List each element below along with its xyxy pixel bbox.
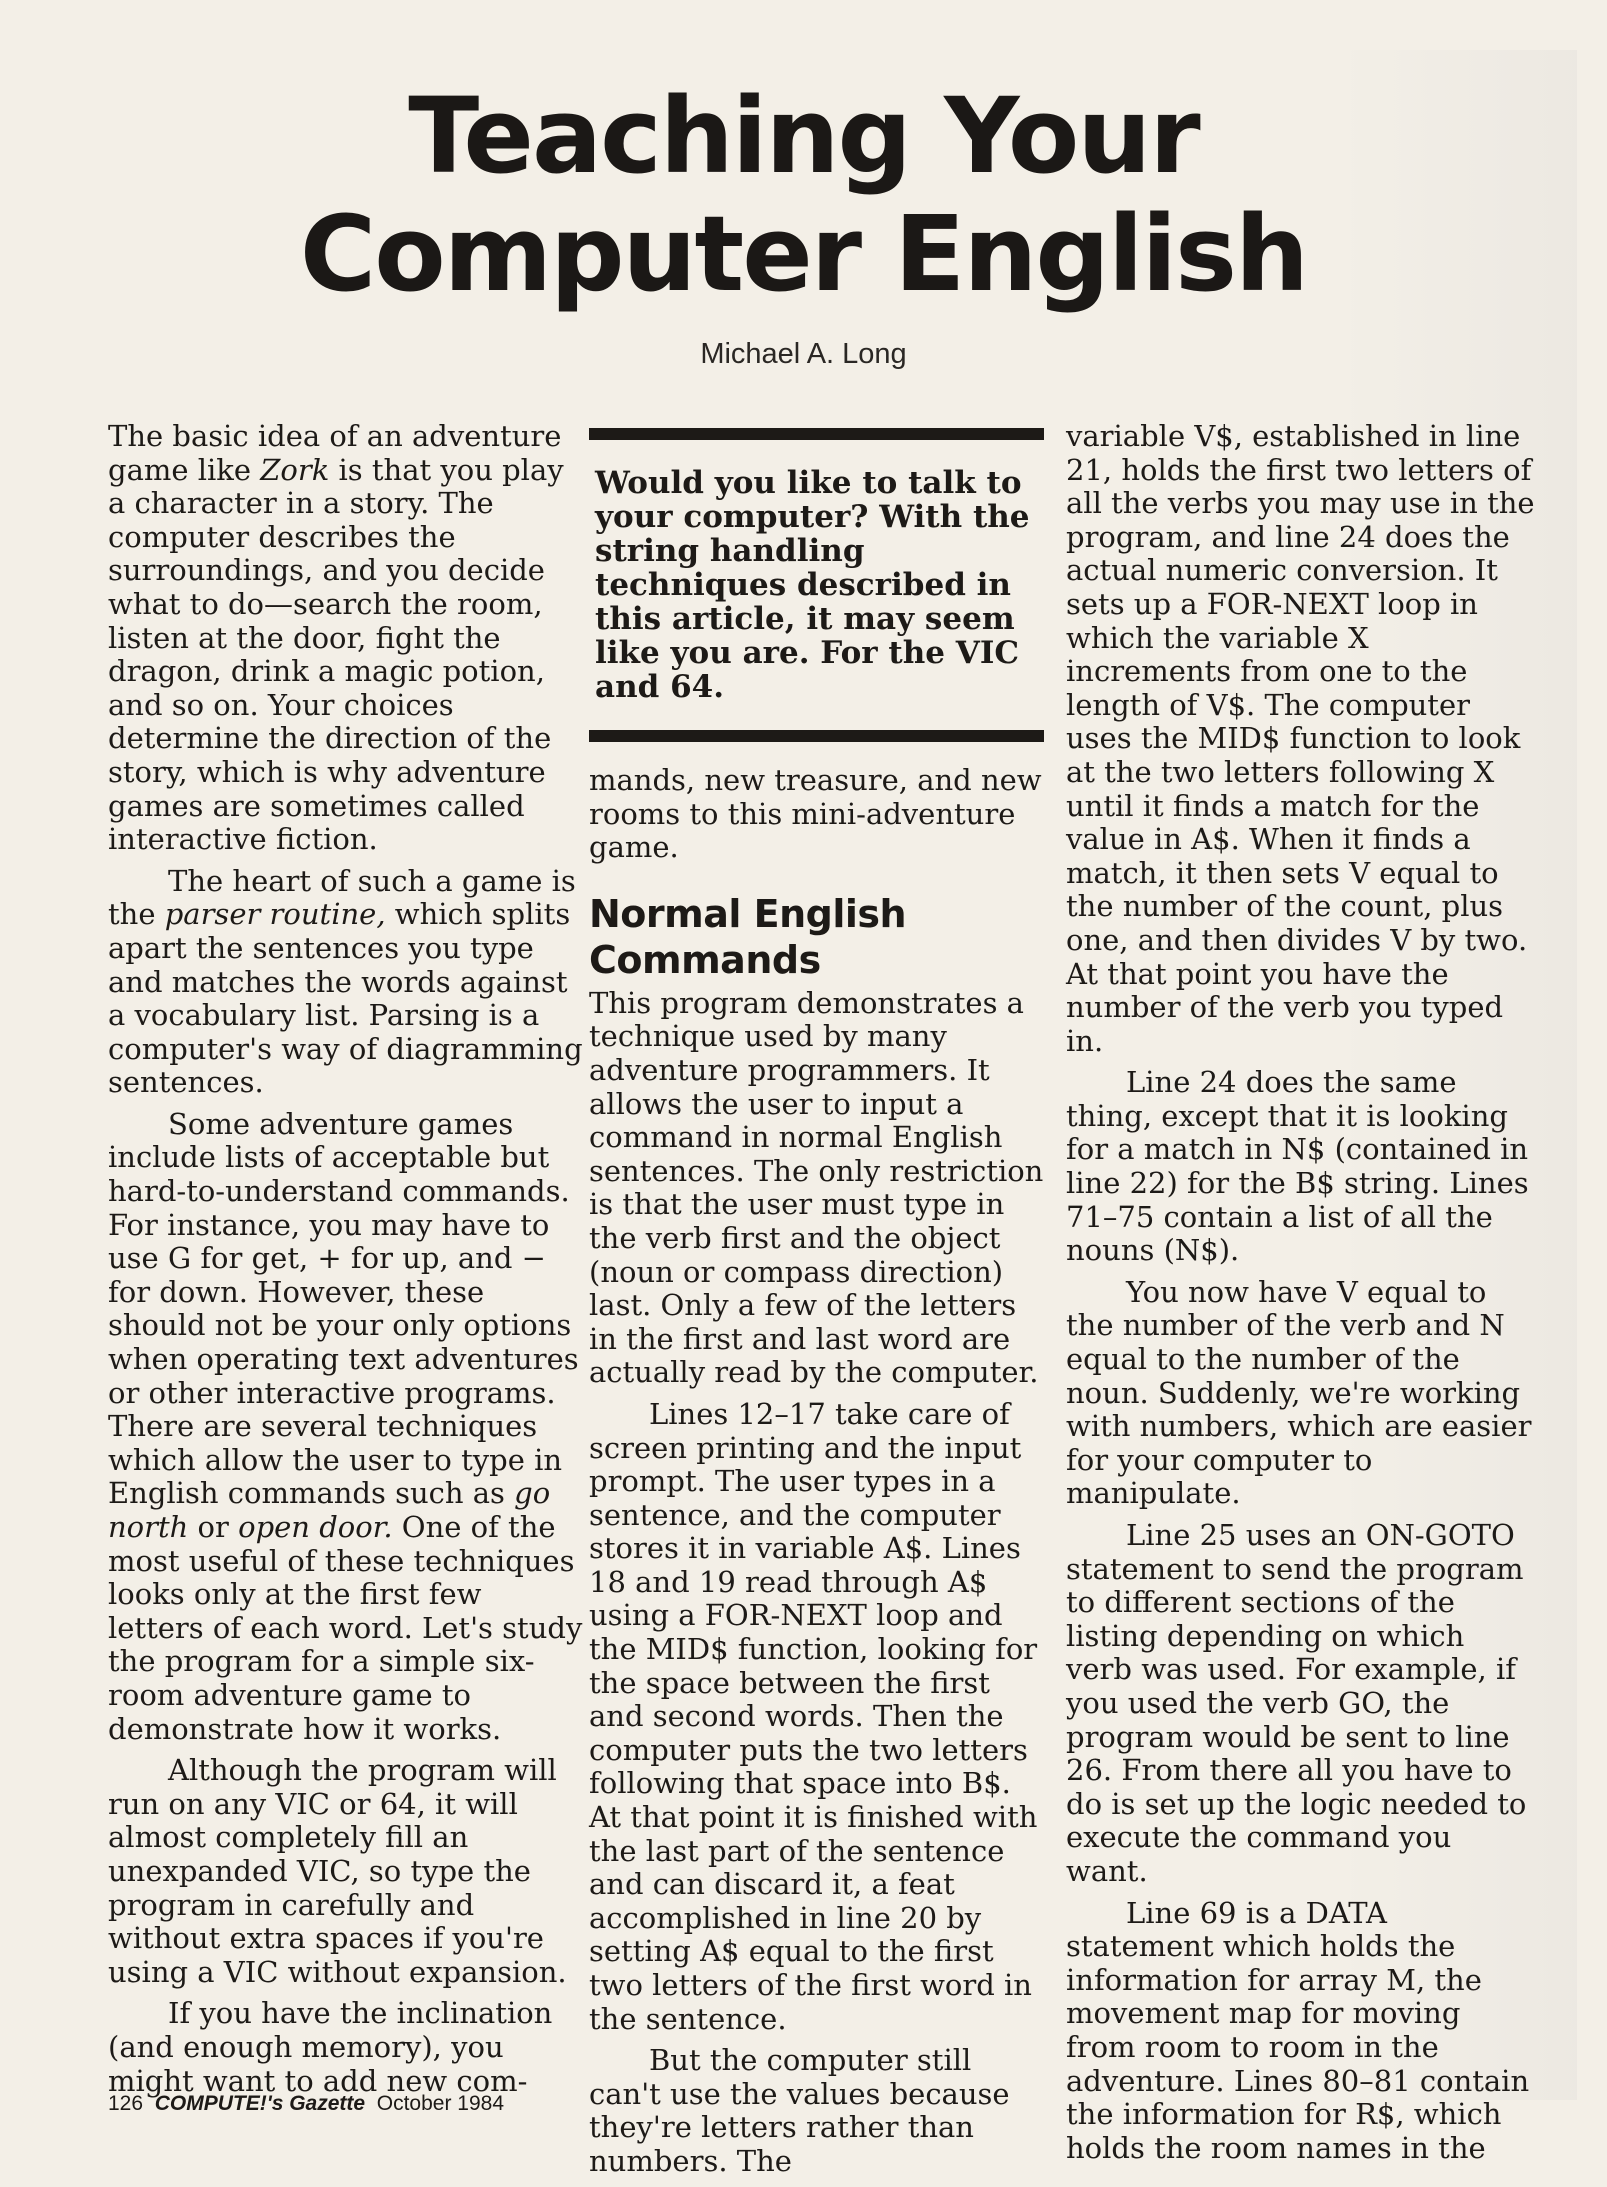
paragraph: Although the program will run on any VIC or 64, it will almost completely fill an unexpanded VIC, so type the program in carefully and without extra spaces if you're using a VIC without expansion. [108, 1753, 567, 1989]
paragraph: The basic idea of an adventure game like Zork is that you play a character in a story. The computer describes the surroundings, and you decide what to do—search the room, listen at the door, fight the dragon, drink a magic potion, and so on. Your choices determine the direction of the story, which is why adventure games are sometimes called interactive fiction. [108, 419, 564, 857]
paragraph: variable V$, established in line 21, holds the first two letters of all the verbs you may use in the program, and line 24 does the actual numeric conversion. It sets up a FOR-NEXT loop in which the variable X increments from one to the length of V$. The computer uses the MID$ function to look at the two letters following X until it finds a match for the value in A$. When it finds a match, it then sets V equal to the number of the count, plus one, and then divides V by two. At that point you have the number of the verb you typed in. [1066, 419, 1535, 1058]
byline: Michael A. Long [700, 338, 907, 370]
pull-quote-callout: Would you like to talk to your computer? With the string handling techniques described in this article, it may seem like you are. For the VIC and 64. [589, 428, 1044, 742]
column-1 [108, 420, 583, 2106]
paragraph: If you have the inclination (and enough memory), you might want to add new com- [108, 1996, 553, 2098]
paragraph: This program demonstrates a technique used by many adventure programmers. It allows the user to input a command in normal English sentences. The only restriction is that the user must type in the verb first and the object (noun or compass direction) last. Only a few of the letters in the first and last word are actually read by the computer. [589, 985, 1044, 1390]
paragraph: Lines 12–17 take care of screen printing and the input prompt. The user types in a sentence, and the computer stores it in variable A$. Lines 18 and 19 read through A$ using a FOR-NEXT loop and the MID$ function, looking for the space between the first and second words. Then the computer puts the two letters following that space into B$. At that point it is finished with the last part of the sentence and can discard it, a feat accomplished in line 20 by setting A$ equal to the first two letters of the first word in the sentence. [589, 1396, 1038, 2036]
magazine-name: COMPUTE!'s Gazette [154, 2092, 366, 2115]
paragraph: Line 24 does the same thing, except that it is looking for a match in N$ (contained in line 22) for the B$ string. Lines 71–75 contain a list of all the nouns (N$). [1066, 1065, 1529, 1268]
paragraph: Some adventure games include lists of acceptable but hard-to-understand commands. For instance, you may have to use G for get, + for up, and − for down. However, these should not be your only options when operating text adventures or other interactive programs. There are several techniques which allow the user to type in English commands such as go north or open door. One of the most useful of these techniques looks only at the first few letters of each word. Let's study the program for a simple six-room adventure game to demonstrate how it works. [108, 1106, 583, 1746]
column-2 [589, 420, 1044, 2187]
issue-date: October 1984 [376, 2092, 505, 2115]
paragraph: mands, new treasure, and new rooms to this mini-adventure game. [589, 763, 1042, 865]
paragraph: Line 69 is a DATA statement which holds the information for array M, the movement map for moving from room to room in the adventure. Lines 80–81 contain the information for R$, which holds the room names in the [1066, 1895, 1530, 2165]
article-title-line-1: Teaching Your [408, 75, 1199, 197]
section-heading: Normal English Commands [589, 891, 907, 982]
article-title-line-2: Computer English [299, 193, 1308, 315]
column-3 [1066, 420, 1536, 2173]
paragraph: But the computer still can't use the values because they're letters rather than numbers. The [589, 2043, 1010, 2178]
page-number: 126 [108, 2092, 144, 2115]
paragraph: The heart of such a game is the parser routine, which splits apart the sentences you type and matches the words against a vocabulary list. Parsing is a computer's way of diagramming sentences. [108, 863, 583, 1100]
paragraph: Line 25 uses an ON-GOTO statement to send the program to different sections of the listing depending on which verb was used. For example, if you used the verb GO, the program would be sent to line 26. From there all you have to do is set up the logic needed to execute the command you want. [1066, 1518, 1527, 1888]
paragraph: You now have V equal to the number of the verb and N equal to the number of the noun. Suddenly, we're working with numbers, which are easier for your computer to manipulate. [1066, 1274, 1532, 1511]
page-footer [108, 2092, 504, 2116]
